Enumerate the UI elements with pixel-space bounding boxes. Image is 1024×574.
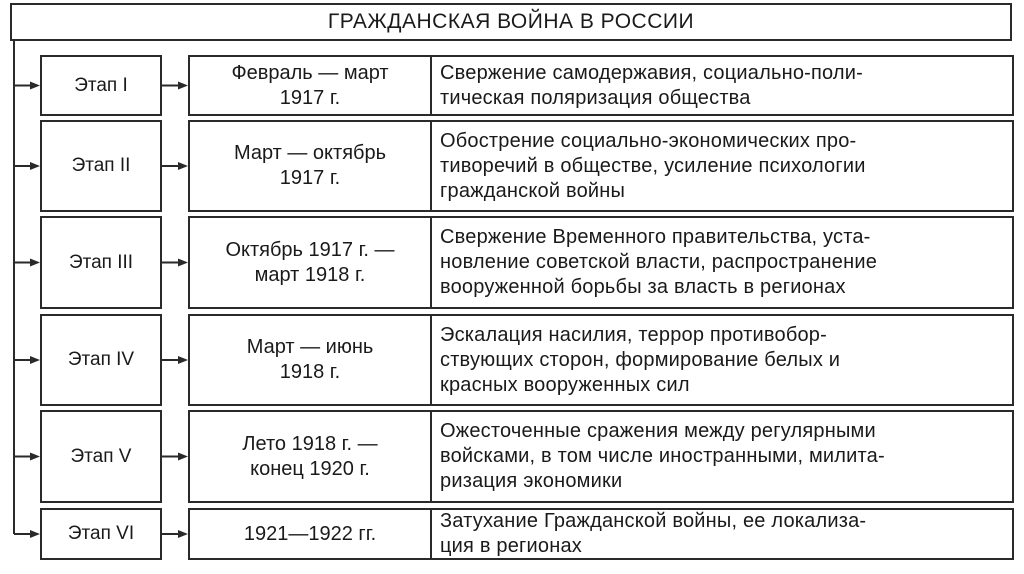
period-line: 1921—1922 гг.: [243, 522, 377, 545]
stage-period: [190, 412, 432, 501]
period-line: Март — октябрь: [233, 142, 387, 164]
stage-description: [440, 412, 1002, 501]
stage-description: [440, 57, 1002, 114]
description-line: новление советской власти, распространение: [440, 251, 878, 273]
arrow-icon: [30, 259, 40, 267]
stage-period: [190, 316, 432, 404]
arrow-icon: [30, 530, 40, 538]
stage-row: [40, 314, 1014, 406]
stage-period: [190, 218, 432, 307]
stage-details: [188, 410, 1014, 503]
stage-details: [188, 508, 1014, 560]
stage-description: [440, 316, 1002, 404]
stage-details: [188, 314, 1014, 406]
stage-label: Этап II: [40, 120, 162, 212]
description-line: тиворечий в обществе, усиление психологии: [440, 154, 866, 177]
description-line: Ожесточенные сражения между регулярными: [440, 420, 876, 442]
stage-description: [440, 510, 1002, 558]
stage-period: [190, 122, 432, 210]
stage-period: [190, 57, 432, 114]
description-line: вооруженной борьбы за власть в регионах: [440, 276, 846, 298]
description-line: красных вооруженных сил: [440, 373, 690, 396]
arrow-icon: [30, 162, 40, 170]
stage-row: [40, 508, 1014, 560]
stage-label: Этап IV: [40, 314, 162, 406]
period-line: конец 1920 г.: [250, 457, 370, 480]
stage-row: [40, 216, 1014, 309]
stage-details: [188, 216, 1014, 309]
period-line: 1918 г.: [279, 361, 341, 383]
stage-description: [440, 218, 1002, 307]
arrow-icon: [30, 356, 40, 364]
stage-row: [40, 55, 1014, 116]
description-line: Затухание Гражданской войны, ее локализа-: [440, 510, 867, 532]
description-line: тическая поляризация общества: [440, 86, 751, 109]
stage-label: Этап I: [40, 55, 162, 116]
description-line: Эскалация насилия, террор противобор-: [440, 323, 827, 346]
period-line: Лето 1918 г. —: [242, 432, 378, 455]
description-line: ризация экономики: [440, 470, 623, 492]
stage-period: [190, 510, 432, 558]
arrow-icon: [30, 82, 40, 90]
description-line: Свержение самодержавия, социально-поли-: [440, 61, 864, 84]
period-line: Февраль — март: [231, 61, 389, 84]
diagram-title: ГРАЖДАНСКАЯ ВОЙНА В РОССИИ: [10, 3, 1012, 41]
stage-details: [188, 120, 1014, 212]
stage-label: Этап VI: [40, 508, 162, 560]
description-line: войсками, в том числе иностранными, милита-: [440, 445, 885, 467]
stage-row: [40, 410, 1014, 503]
description-line: ствующих сторон, формирование белых и: [440, 348, 841, 371]
description-line: ция в регионах: [440, 535, 582, 557]
period-line: март 1918 г.: [254, 263, 366, 286]
period-line: Март — июнь: [246, 336, 374, 358]
stage-row: [40, 120, 1014, 212]
stage-label: Этап III: [40, 216, 162, 309]
description-line: Обострение социально-экономических про-: [440, 129, 857, 152]
period-line: 1917 г.: [279, 86, 341, 109]
period-line: Октябрь 1917 г. —: [225, 238, 395, 261]
stage-description: [440, 122, 1002, 210]
description-line: Свержение Временного правительства, уста-: [440, 226, 871, 248]
stage-details: [188, 55, 1014, 116]
arrow-icon: [30, 453, 40, 461]
period-line: 1917 г.: [279, 167, 341, 189]
stage-label: Этап V: [40, 410, 162, 503]
description-line: гражданской войны: [440, 179, 626, 202]
